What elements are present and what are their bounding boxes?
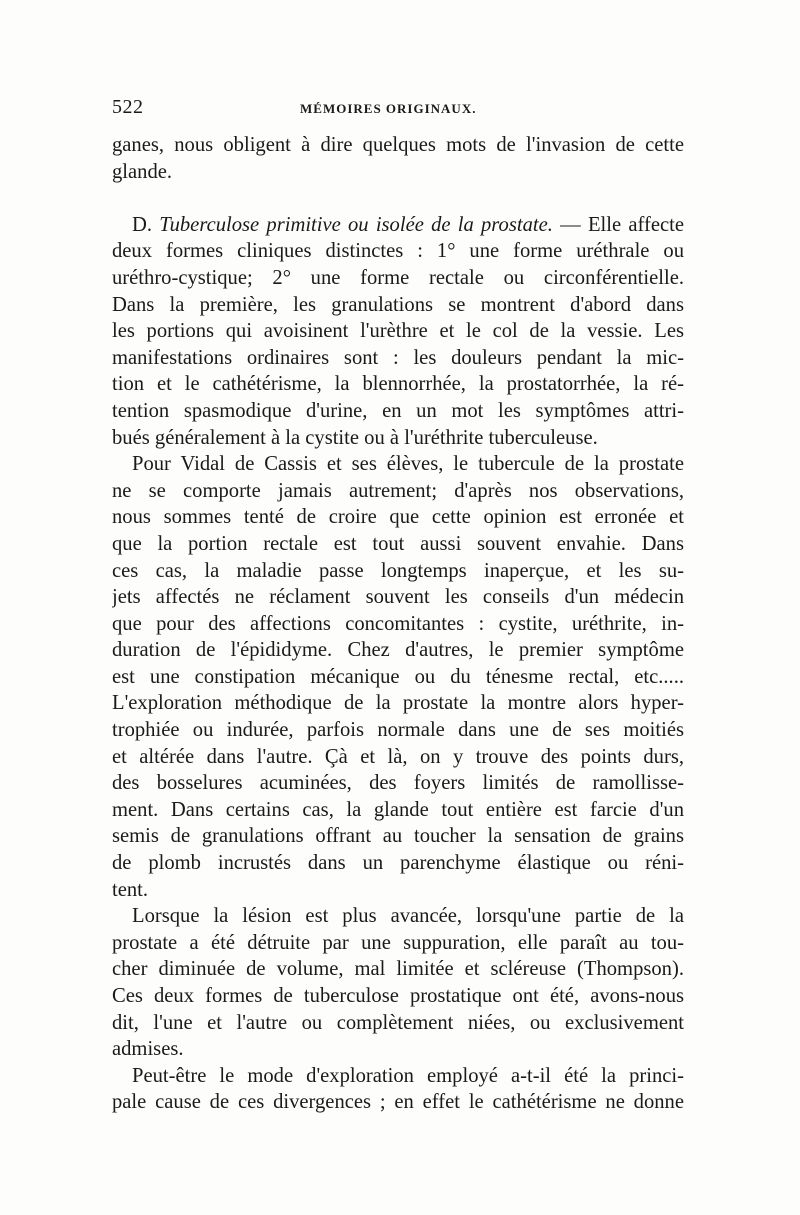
text-line: Pour Vidal de Cassis et ses élèves, le tubercule de la prostate	[132, 453, 684, 476]
section-heading-line	[112, 212, 684, 239]
text-line: Ces deux formes de tuberculose prostatique ont été, avons-nous	[112, 985, 684, 1007]
text-line: tention spasmodique d'urine, en un mot les symptômes attri-	[112, 399, 684, 422]
text-line: pale cause de ces divergences ; en effet le cathétérisme ne donne	[112, 1091, 684, 1114]
text-line: les portions qui avoisinent l'urèthre et le col de la vessie. Les	[112, 320, 684, 343]
running-title: MÉMOIRES ORIGINAUX.	[300, 101, 477, 116]
section-letter: D.	[132, 213, 153, 236]
text-line: ganes, nous obligent à dire quelques mots de l'invasion de cette	[112, 134, 684, 156]
text-line: glande.	[112, 160, 173, 183]
text-line: Dans la première, les granulations se montrent d'abord dans	[112, 293, 684, 316]
text-line: manifestations ordinaires sont : les douleurs pendant la mic-	[112, 346, 684, 369]
text-line: ces cas, la maladie passe longtemps inaperçue, et les su-	[112, 559, 684, 582]
text-line: ne se comporte jamais autrement; d'après nos observations,	[112, 479, 684, 502]
text-line: bués généralement à la cystite ou à l'uréthrite tuberculeuse.	[112, 426, 598, 449]
text-line: de plomb incrustés dans un parenchyme élastique ou réni-	[112, 852, 684, 875]
body-text	[112, 132, 684, 1116]
text-line: est une constipation mécanique ou du ténesme rectal, etc.....	[112, 665, 684, 688]
text-line: uréthro-cystique; 2° une forme rectale ou circonférentielle.	[112, 266, 684, 289]
text-line: que la portion rectale est tout aussi souvent envahie. Dans	[112, 532, 684, 555]
text-line: dit, l'une et l'autre ou complètement niées, ou exclusivement	[112, 1011, 684, 1034]
text-line: jets affectés ne réclament souvent les conseils d'un médecin	[112, 586, 684, 609]
text-line: tion et le cathétérisme, la blennorrhée, la prostatorrhée, la ré-	[112, 373, 684, 396]
section-title: Tuberculose primitive ou isolée de la prostate.	[159, 213, 553, 236]
text-line: prostate a été détruite par une suppuration, elle paraît au tou-	[112, 931, 684, 954]
page-number: 522	[112, 96, 144, 118]
text-line: et altérée dans l'autre. Çà et là, on y trouve des points durs,	[112, 745, 684, 768]
text-line: nous sommes tenté de croire que cette opinion est erronée et	[112, 506, 684, 529]
text-line: tent.	[112, 878, 149, 901]
text-line: deux formes cliniques distinctes : 1° une forme uréthrale ou	[112, 240, 684, 263]
text-line: que pour des affections concomitantes : cystite, uréthrite, in-	[112, 612, 684, 635]
text-line: admises.	[112, 1038, 184, 1061]
text-line: trophiée ou indurée, parfois normale dans une de ses moitiés	[112, 719, 684, 742]
text-line: Lorsque la lésion est plus avancée, lorsqu'une partie de la	[132, 905, 684, 928]
text-line: semis de granulations offrant au toucher la sensation de grains	[112, 825, 684, 848]
text-line: L'exploration méthodique de la prostate la montre alors hyper-	[112, 692, 684, 715]
text-line: des bosselures acuminées, des foyers limités de ramollisse-	[112, 772, 684, 795]
text-line: cher diminuée de volume, mal limitée et scléreuse (Thompson).	[112, 958, 684, 981]
text-line: Peut-être le mode d'exploration employé a-t-il été la princi-	[132, 1064, 684, 1087]
text-line: ment. Dans certains cas, la glande tout entière est farcie d'un	[112, 798, 684, 821]
paragraph-gap	[112, 185, 684, 212]
text-line: duration de l'épididyme. Chez d'autres, le premier symptôme	[112, 639, 684, 662]
section-heading-rest: — Elle affecte	[552, 213, 684, 236]
running-head	[112, 96, 684, 122]
